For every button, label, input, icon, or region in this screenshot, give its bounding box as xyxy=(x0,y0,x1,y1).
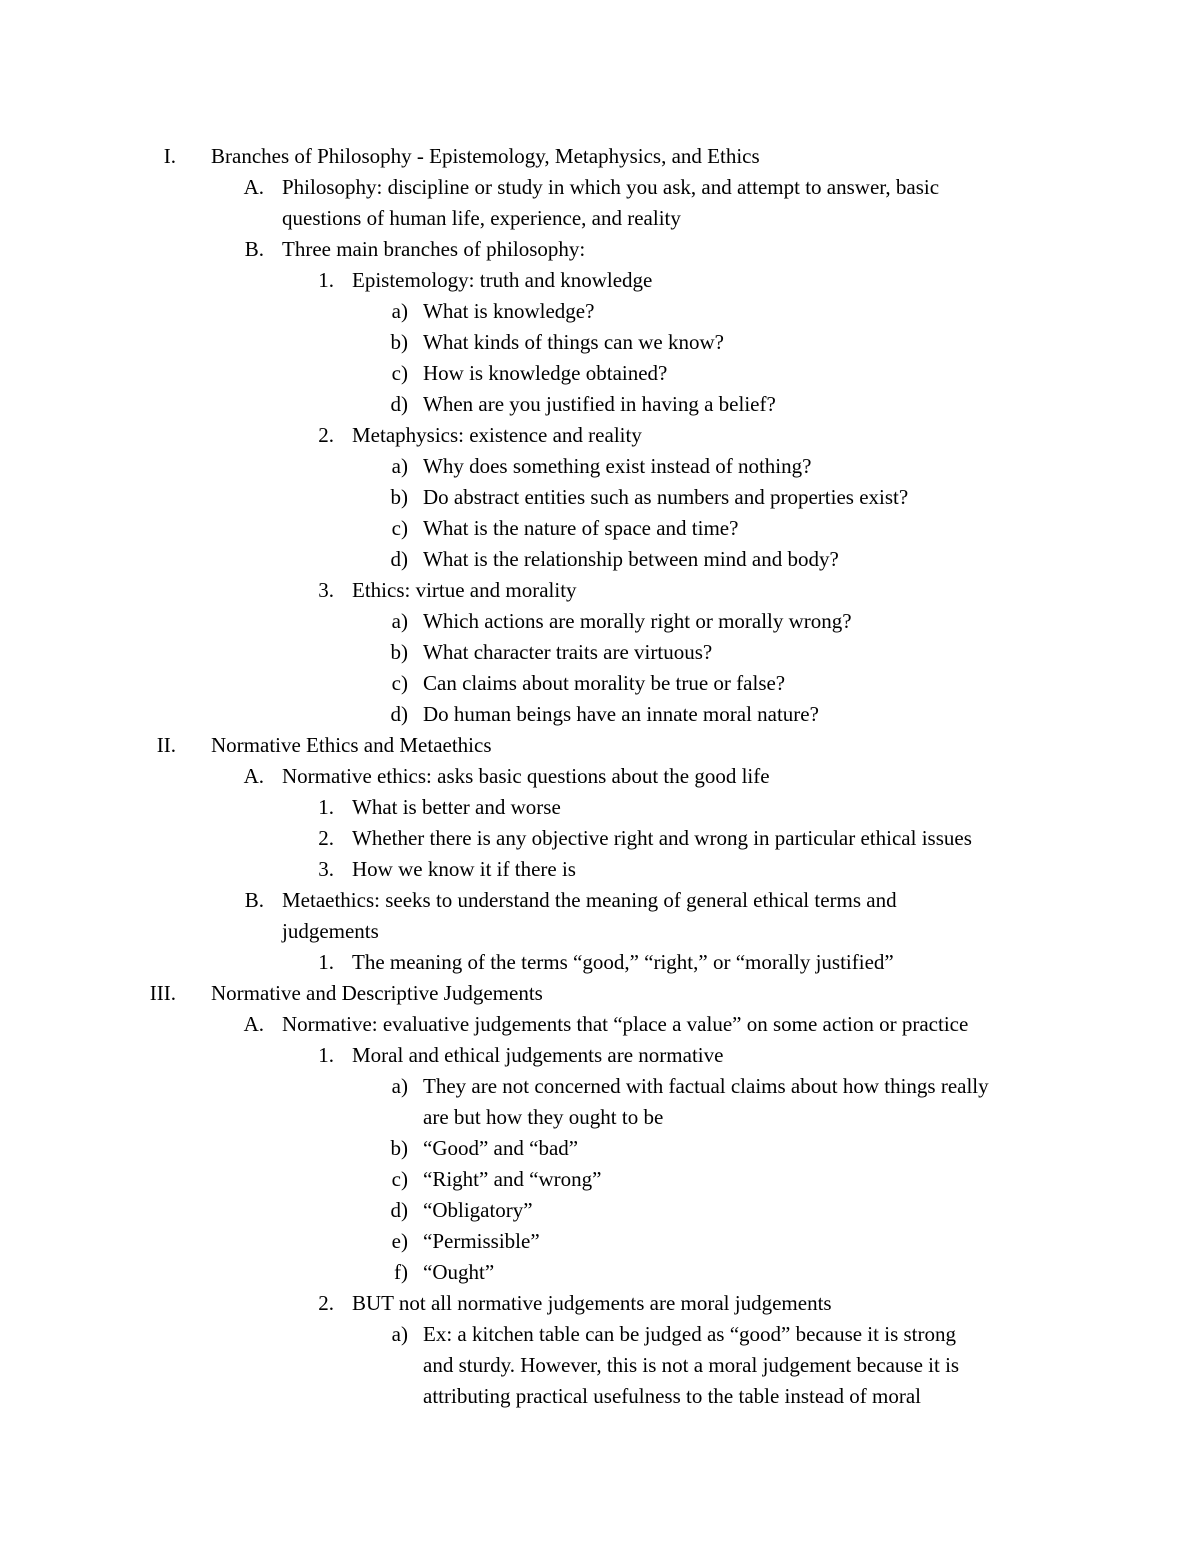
subpoint-text: and sturdy. However, this is not a moral judgement because it is xyxy=(423,1353,960,1377)
subpoint-text: “Permissible” xyxy=(423,1229,540,1253)
subsection-marker: A. xyxy=(243,764,264,788)
subsection-text: judgements xyxy=(282,919,379,943)
subpoint-text: “Obligatory” xyxy=(423,1198,533,1222)
subpoint-marker: a) xyxy=(391,1074,408,1098)
subpoint-text: are but how they ought to be xyxy=(423,1105,664,1129)
subsection-text: Metaethics: seeks to understand the meaning of general ethical terms and xyxy=(282,888,897,912)
section-text: Normative and Descriptive Judgements xyxy=(211,981,543,1005)
point-text: Whether there is any objective right and wrong in particular ethical issues xyxy=(352,826,972,850)
subpoint-text: What is the relationship between mind and body? xyxy=(423,547,839,571)
subpoint-text: “Good” and “bad” xyxy=(423,1136,579,1160)
subpoint-text: What is the nature of space and time? xyxy=(423,516,739,540)
subpoint-marker: d) xyxy=(390,547,408,571)
section-text: Branches of Philosophy - Epistemology, Metaphysics, and Ethics xyxy=(211,144,760,168)
point-marker: 1. xyxy=(318,950,334,974)
subpoint-marker: a) xyxy=(391,454,408,478)
subpoint-marker: e) xyxy=(391,1229,408,1253)
section-marker: I. xyxy=(163,144,176,168)
subpoint-text: What character traits are virtuous? xyxy=(423,640,713,664)
point-marker: 1. xyxy=(318,795,334,819)
subpoint-text: attributing practical usefulness to the table instead of moral xyxy=(423,1384,922,1408)
subpoint-marker: f) xyxy=(394,1260,408,1284)
subpoint-text: “Right” and “wrong” xyxy=(423,1167,602,1191)
point-marker: 1. xyxy=(318,1043,334,1067)
subpoint-text: Which actions are morally right or morally wrong? xyxy=(423,609,852,633)
subpoint-marker: c) xyxy=(391,1167,408,1191)
section-marker: III. xyxy=(149,981,176,1005)
subpoint-text: Ex: a kitchen table can be judged as “good” because it is strong xyxy=(423,1322,956,1346)
point-marker: 1. xyxy=(318,268,334,292)
point-text: How we know it if there is xyxy=(352,857,576,881)
point-text: BUT not all normative judgements are moral judgements xyxy=(352,1291,832,1315)
subpoint-text: How is knowledge obtained? xyxy=(423,361,668,385)
subpoint-text: When are you justified in having a belief? xyxy=(423,392,776,416)
subsection-text: Normative: evaluative judgements that “place a value” on some action or practice xyxy=(282,1012,969,1036)
point-text: Ethics: virtue and morality xyxy=(352,578,577,602)
subpoint-marker: c) xyxy=(391,361,408,385)
subsection-text: Three main branches of philosophy: xyxy=(282,237,586,261)
point-marker: 2. xyxy=(318,423,334,447)
subpoint-marker: b) xyxy=(390,485,408,509)
subpoint-marker: c) xyxy=(391,516,408,540)
subpoint-marker: b) xyxy=(390,1136,408,1160)
subpoint-text: Can claims about morality be true or false? xyxy=(423,671,786,695)
point-text: Moral and ethical judgements are normative xyxy=(352,1043,724,1067)
subpoint-text: Do abstract entities such as numbers and properties exist? xyxy=(423,485,909,509)
subpoint-marker: a) xyxy=(391,299,408,323)
subpoint-marker: a) xyxy=(391,609,408,633)
point-text: What is better and worse xyxy=(352,795,561,819)
point-text: The meaning of the terms “good,” “right,” or “morally justified” xyxy=(352,950,894,974)
subsection-text: questions of human life, experience, and reality xyxy=(282,206,681,230)
point-text: Metaphysics: existence and reality xyxy=(352,423,642,447)
subpoint-marker: b) xyxy=(390,640,408,664)
point-marker: 2. xyxy=(318,1291,334,1315)
subpoint-marker: c) xyxy=(391,671,408,695)
subsection-text: Normative ethics: asks basic questions about the good life xyxy=(282,764,770,788)
subsection-marker: B. xyxy=(244,237,264,261)
subsection-marker: A. xyxy=(243,1012,264,1036)
subpoint-marker: d) xyxy=(390,1198,408,1222)
subsection-marker: B. xyxy=(244,888,264,912)
subpoint-marker: d) xyxy=(390,702,408,726)
subpoint-text: They are not concerned with factual claims about how things really xyxy=(423,1074,989,1098)
point-marker: 3. xyxy=(318,857,334,881)
section-marker: II. xyxy=(156,733,176,757)
subpoint-text: What is knowledge? xyxy=(423,299,595,323)
subpoint-text: What kinds of things can we know? xyxy=(423,330,724,354)
subpoint-marker: d) xyxy=(390,392,408,416)
subsection-text: Philosophy: discipline or study in which you ask, and attempt to answer, basic xyxy=(282,175,940,199)
subsection-marker: A. xyxy=(243,175,264,199)
subpoint-marker: b) xyxy=(390,330,408,354)
subpoint-text: Why does something exist instead of nothing? xyxy=(423,454,812,478)
subpoint-marker: a) xyxy=(391,1322,408,1346)
point-marker: 2. xyxy=(318,826,334,850)
subpoint-text: “Ought” xyxy=(423,1260,495,1284)
section-text: Normative Ethics and Metaethics xyxy=(211,733,492,757)
point-marker: 3. xyxy=(318,578,334,602)
point-text: Epistemology: truth and knowledge xyxy=(352,268,653,292)
subpoint-text: Do human beings have an innate moral nature? xyxy=(423,702,819,726)
